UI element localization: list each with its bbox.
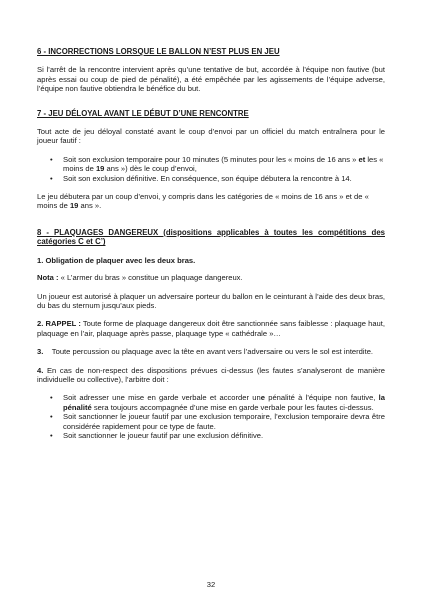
section-7-list [37, 155, 385, 183]
section-7-after: Le jeu débutera par un coup d’envoi, y compris dans les catégories de « moins de 16 ans » et de « moins de 19 ans ». [37, 192, 369, 211]
section-8-bullet-1: • Soit adresser une mise en garde verbale et accorder une pénalité à l’équipe non fautive, la pénalité sera toujours accompagnée d’une mise en garde verbale pour les fautes ci-dessus. [37, 393, 385, 412]
section-7-bullet-2: • Soit son exclusion définitive. En conséquence, son équipe débutera la rencontre à 14. [37, 174, 385, 183]
section-8-point-4: 4. En cas de non-respect des dispositions prévues ci-dessus (les fautes s’analyseront de manière individuelle ou collective), l’arbitre doit : [37, 365, 385, 384]
section-8-heading: 8 - PLAQUAGES DANGEREUX (dispositions applicables à toutes les compétitions des catégories C et C’) [37, 227, 385, 247]
section-6-heading: 6 - INCORRECTIONS LORSQUE LE BALLON N’EST PLUS EN JEU [37, 47, 280, 56]
section-7-heading: 7 - JEU DÉLOYAL AVANT LE DÉBUT D’UNE RENCONTRE [37, 108, 249, 118]
section-8-bullet-3: • Soit sanctionner le joueur fautif par une exclusion définitive. [37, 431, 385, 440]
section-8-bullet-2: • Soit sanctionner le joueur fautif par une exclusion temporaire, l’exclusion temporaire devra être considérée rapidement pour ce type de faute. [37, 412, 385, 431]
section-8-rappel: 2. RAPPEL : Toute forme de plaquage dangereux doit être sanctionnée sans faiblesse : plaquage haut, plaquage en l’air, plaquage après passe, plaquage type « cathédrale »… [37, 319, 385, 338]
section-8-paragraph-1: Un joueur est autorisé à plaquer un adversaire porteur du ballon en le ceinturant à l’aide des deux bras, du bas du sternum jusqu’aux pieds. [37, 291, 385, 310]
section-7-intro: Tout acte de jeu déloyal constaté avant le coup d’envoi par un officiel du match entraînera pour le joueur fautif : [37, 127, 385, 146]
section-7-bullet-1: • Soit son exclusion temporaire pour 10 minutes (5 minutes pour les « moins de 16 ans » et les « moins de 19 ans ») dès le coup d’envoi, [37, 155, 385, 174]
section-8-point-3: 3. Toute percussion ou plaquage avec la tête en avant vers l’adversaire ou vers le sol est interdite. [37, 347, 374, 357]
section-8-list [37, 393, 385, 440]
page-number: 32 [206, 580, 216, 589]
section-8-subheading-1: 1. Obligation de plaquer avec les deux bras. [37, 255, 196, 265]
section-8-nota: Nota : « L’armer du bras » constitue un plaquage dangereux. [37, 273, 243, 283]
section-6-paragraph: Si l’arrêt de la rencontre intervient après qu’une tentative de but, accordée à l’équipe non fautive (but après essai ou coup de pied de pénalité), a été empêchée par les agissements de l’équipe adverse, l’équipe non fautive obtiendra le bénéfice du but. [37, 65, 385, 94]
